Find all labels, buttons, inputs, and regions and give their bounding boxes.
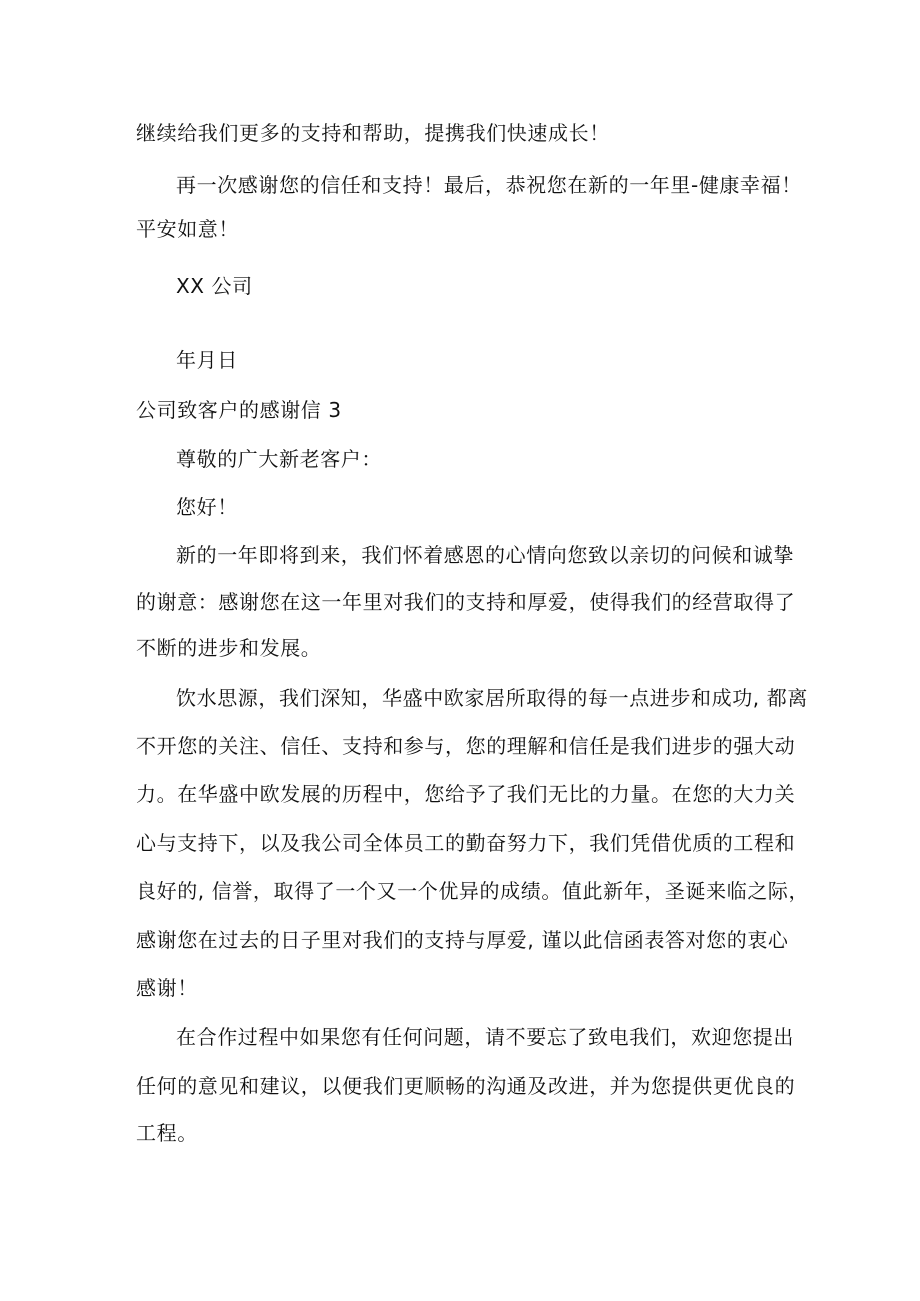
- salutation: 尊敬的广大新老客户：: [176, 447, 382, 471]
- paragraph-line: 感谢您在过去的日子里对我们的支持与厚爱, 谨以此信函表答对您的衷心: [136, 928, 789, 952]
- paragraph-line: 平安如意！: [136, 217, 239, 241]
- paragraph-line: 饮水思源，我们深知，华盛中欧家居所取得的每一点进步和成功, 都离: [176, 686, 808, 710]
- paragraph-line: 不断的进步和发展。: [136, 636, 322, 660]
- paragraph-line: 的谢意：感谢您在这一年里对我们的支持和厚爱，使得我们的经营取得了: [136, 590, 796, 614]
- paragraph-line: 再一次感谢您的信任和支持！最后，恭祝您在新的一年里-健康幸福！: [176, 173, 802, 197]
- paragraph-line: 继续给我们更多的支持和帮助，提携我们快速成长！: [136, 121, 610, 145]
- date-line: 年月日: [176, 348, 238, 372]
- paragraph-line: 心与支持下，以及我公司全体员工的勤奋努力下，我们凭借优质的工程和: [136, 831, 796, 855]
- paragraph-line: 新的一年即将到来，我们怀着感恩的心情向您致以亲切的问候和诚挚: [176, 543, 794, 567]
- paragraph-line: 工程。: [136, 1121, 198, 1145]
- paragraph-line: 任何的意见和建议，以便我们更顺畅的沟通及改进，并为您提供更优良的: [136, 1074, 796, 1098]
- greeting: 您好！: [176, 495, 238, 519]
- paragraph-line: 不开您的关注、信任、支持和参与，您的理解和信任是我们进步的强大动: [136, 734, 796, 758]
- letter-title: 公司致客户的感谢信 3: [136, 398, 342, 422]
- paragraph-line: 感谢！: [136, 976, 198, 1000]
- paragraph-line: 良好的, 信誉，取得了一个又一个优异的成绩。值此新年，圣诞来临之际，: [136, 879, 810, 903]
- paragraph-line: 在合作过程中如果您有任何问题，请不要忘了致电我们，欢迎您提出: [176, 1025, 794, 1049]
- paragraph-line: 力。在华盛中欧发展的历程中，您给予了我们无比的力量。在您的大力关: [136, 782, 796, 806]
- signature: XX 公司: [176, 274, 253, 298]
